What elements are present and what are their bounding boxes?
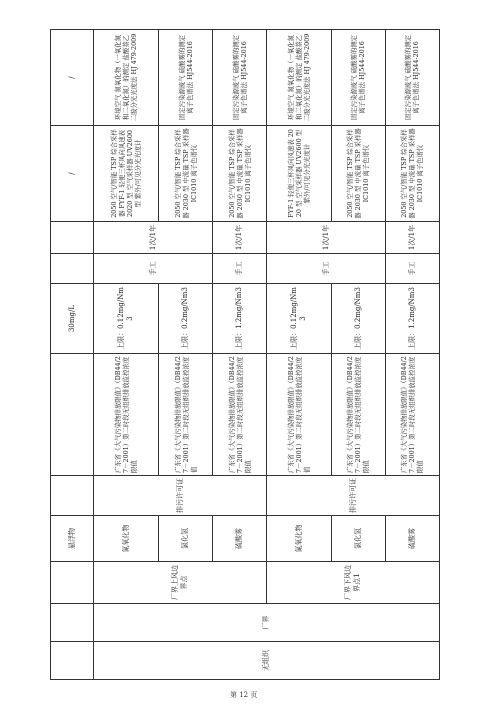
cell-standard-limit: 广东省《大气污染物排放限值》（DB44/27－2001）第二时段无组织排放监控浓度限值 <box>213 354 267 476</box>
cell-frequency: 1次/1年 <box>385 222 439 254</box>
cell-standard: 环境空气 氮氧化物（一氧化氮和二氧化氮）的测定 盐酸萘乙二胺分光光度法 HJ 479-2009 <box>267 30 332 126</box>
cell-pollutant: 氮氧化物 <box>94 516 159 562</box>
cell-sample-point: 厂界上风边界点 <box>94 562 267 604</box>
monitoring-table <box>50 29 440 680</box>
cell-method: 手工 <box>213 254 267 284</box>
cell-frequency: 1次/1年 <box>213 222 267 254</box>
cell-empty <box>51 476 94 516</box>
cell-basis: 排污许可证 <box>94 476 267 516</box>
cell-empty <box>51 562 94 604</box>
cell-instrument: FYF-1 轻便三杯风向风速表 2020 型 空气采样器 UV2600 型 紫外/可见分光光度计 <box>267 126 332 222</box>
cell-standard: / <box>51 30 94 126</box>
cell-limit: 上限：0.2mg/Nm3 <box>159 284 213 354</box>
cell-pollutant: 氯化氢 <box>159 516 213 562</box>
cell-instrument: 2050 空气/智能 TSP 综合采样器 FYF-1 轻便三杯风向风速表 2020 型 空气采样器 UV2600 型 紫外/可见分光光度计 <box>94 126 159 222</box>
cell-standard-limit: 广东省《大气污染物排放限值》（DB44/27－2001）第二时段无组织排放监控浓度限值 <box>94 354 159 476</box>
cell-method: 手工 <box>385 254 439 284</box>
cell-standard-limit: 广东省《大气污染物排放限值》（DB44/27－2001）第二时段无组织排放监控浓度限值 <box>385 354 439 476</box>
cell-limit: 上限：1.2mg/Nm3 <box>385 284 439 354</box>
cell-pollutant: 氯化氢 <box>331 516 385 562</box>
cell-pollutant: 氮氧化物 <box>267 516 332 562</box>
cell-empty <box>51 642 94 680</box>
cell-limit: 上限：0.2mg/Nm3 <box>331 284 385 354</box>
rotated-table-container <box>50 30 440 680</box>
table-row <box>51 30 94 680</box>
cell-instrument: 2050 空气/智能 TSP 综合采样器 2030 型 中流量 TSP 采样器 IC1010 离子色谱仪 <box>159 126 213 222</box>
cell-limit: 上限：0.12mg/Nm3 <box>267 284 332 354</box>
table-row <box>267 30 332 680</box>
cell-method: 手工 <box>267 254 386 284</box>
cell-standard-limit: 广东省《大气污染物排放限值》（DB44/27－2001）第二时段无组织排放监控浓度值 <box>159 354 213 476</box>
cell-pollutant: 硫酸雾 <box>385 516 439 562</box>
cell-instrument: 2050 空气/智能 TSP 综合采样器 2030 型 中流量 TSP 采样器 IC1010 离子色谱仪 <box>213 126 267 222</box>
cell-instrument: 2050 空气/智能 TSP 综合采样器 2030 型 中流量 TSP 采样器 IC1010 离子色谱仪 <box>331 126 385 222</box>
cell-method <box>51 254 94 284</box>
cell-instrument: / <box>51 126 94 222</box>
cell-limit: 上限：1.2mg/Nm3 <box>213 284 267 354</box>
cell-standard-limit: 广东省《大气污染物排放限值》（DB44/27－2001）第二时段无组织排放监控浓度限值 <box>331 354 385 476</box>
cell-pollutant: 悬浮物 <box>51 516 94 562</box>
cell-standard-limit: 广东省《大气污染物排放限值》（DB44/27－2001）第二时段无组织排放监控浓度值 <box>267 354 332 476</box>
cell-standard: 固定污染源废气 硫酸雾的测定 离子色谱法 HJ544-2016 <box>331 30 385 126</box>
cell-location: 厂界 <box>94 604 440 642</box>
cell-frequency <box>51 222 94 254</box>
cell-category: 无组织 <box>94 642 440 680</box>
cell-instrument: 2050 空气/智能 TSP 综合采样器 2030 型 中流量 TSP 采样器 IC1010 离子色谱仪 <box>385 126 439 222</box>
table-row <box>94 30 159 680</box>
cell-empty <box>51 354 94 476</box>
cell-limit: 上限：0.12mg/Nm3 <box>94 284 159 354</box>
cell-standard: 固定污染源废气 硫酸雾的测定 离子色谱法 HJ544-2016 <box>159 30 213 126</box>
cell-standard: 固定污染源废气 硫酸雾的测定 离子色谱法 HJ544-2016 <box>385 30 439 126</box>
cell-pollutant: 硫酸雾 <box>213 516 267 562</box>
cell-limit: 30mg/L <box>51 284 94 354</box>
cell-method: 手工 <box>94 254 213 284</box>
page-number: 第 12 页 <box>230 691 258 699</box>
cell-frequency: 1次/1年 <box>94 222 213 254</box>
cell-sample-point: 厂界下风边界点1 <box>267 562 440 604</box>
cell-standard: 固定污染源废气 硫酸雾的测定 离子色谱法 HJ544-2016 <box>213 30 267 126</box>
cell-frequency: 1次/1年 <box>267 222 386 254</box>
cell-standard: 环境空气 氮氧化物（一氧化氮和二氧化氮）的测定 盐酸萘乙二胺分光光度法 HJ 479-2009 <box>94 30 159 126</box>
cell-basis: 排污许可证 <box>267 476 440 516</box>
cell-empty <box>51 604 94 642</box>
